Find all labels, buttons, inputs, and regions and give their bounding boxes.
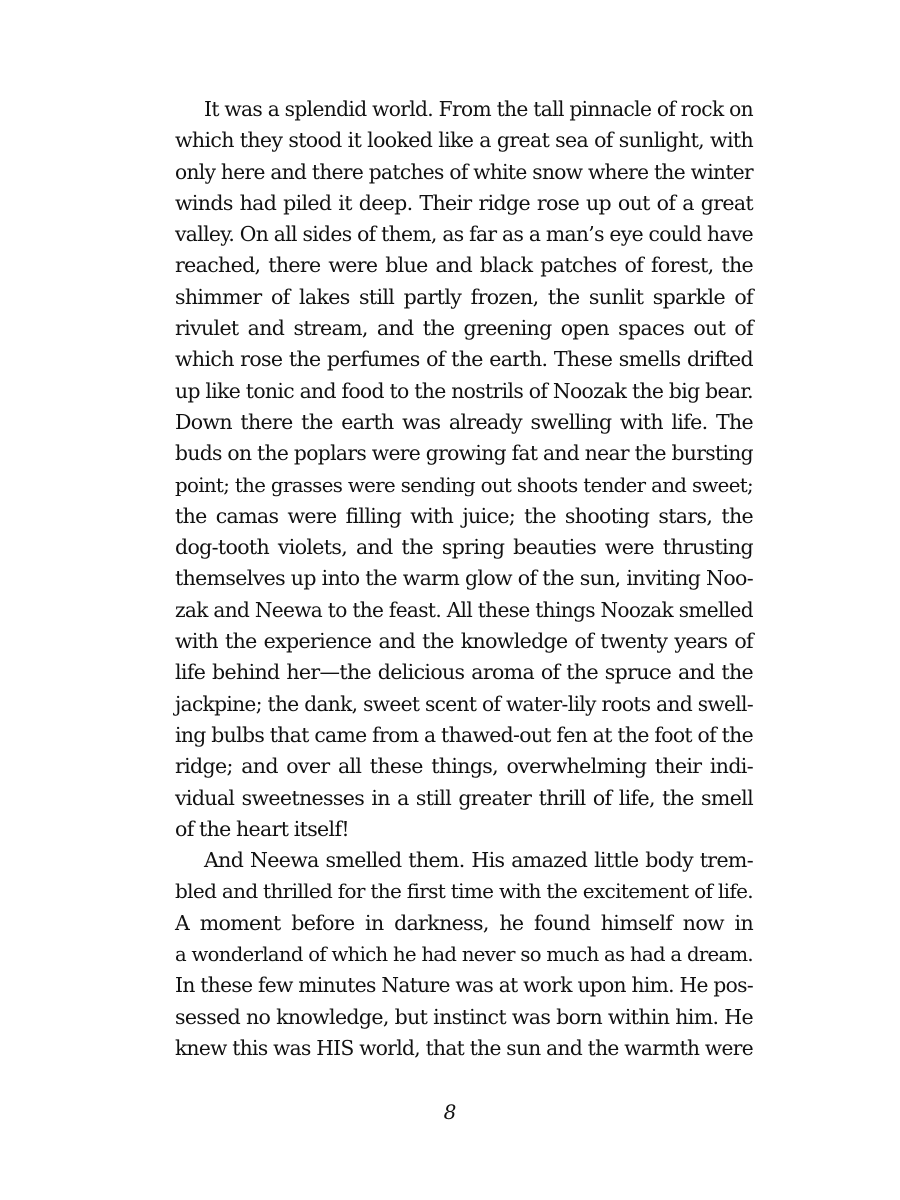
text-line: It was a splendid world. From the tall pinnacle of rock on (204, 97, 753, 121)
text-line: a wonderland of which he had never so much as had a dream. (175, 943, 753, 967)
text-line: dog-tooth violets, and the spring beauties were thrusting (175, 535, 753, 560)
text-line: rivulet and stream, and the greening open spaces out of (175, 316, 753, 341)
text-line: the camas were filling with juice; the shooting stars, the (175, 503, 753, 528)
text-line: with the experience and the knowledge of twenty years of (175, 629, 753, 654)
text-line: winds had piled it deep. Their ridge rose up out of a great (175, 190, 753, 215)
text-line: zak and Neewa to the feast. All these things Noozak smelled (175, 597, 753, 622)
text-line: reached, there were blue and black patches of forest, the (175, 253, 753, 278)
text-line: bled and thrilled for the first time with the excitement of life. (175, 879, 753, 904)
page-number: 8 (443, 1100, 457, 1124)
text-line: ridge; and over all these things, overwhelming their indi- (175, 754, 753, 779)
paragraph-1 (175, 94, 753, 845)
text-line: which rose the perfumes of the earth. These smells drifted (175, 347, 753, 372)
text-line: valley. On all sides of them, as far as a man’s eye could have (175, 222, 753, 247)
paragraph-2 (175, 845, 753, 1064)
text-line: themselves up into the warm glow of the sun, inviting Noo- (175, 566, 753, 591)
text-line: vidual sweetnesses in a still greater thrill of life, the smell (175, 785, 753, 810)
text-line: A moment before in darkness, he found himself now in (175, 910, 753, 935)
text-line: sessed no knowledge, but instinct was born within him. He (175, 1004, 753, 1029)
text-line: shimmer of lakes still partly frozen, the sunlit sparkle of (175, 284, 753, 309)
text-line: knew this was HIS world, that the sun and the warmth were (175, 1035, 753, 1060)
text-line: point; the grasses were sending out shoots tender and sweet; (175, 473, 753, 497)
page-body (175, 94, 753, 1064)
text-line: ing bulbs that came from a thawed-out fen at the foot of the (175, 722, 753, 747)
text-line: buds on the poplars were growing fat and near the bursting (175, 441, 753, 466)
text-line: jackpine; the dank, sweet scent of water-lily roots and swell- (175, 691, 753, 716)
text-line: In these few minutes Nature was at work upon him. He pos- (175, 973, 753, 998)
text-line: up like tonic and food to the nostrils of Noozak the big bear. (175, 378, 753, 403)
text-line: Down there the earth was already swelling with life. The (175, 409, 753, 434)
text-line: only here and there patches of white snow where the winter (175, 159, 753, 184)
text-line: And Neewa smelled them. His amazed little body trem- (204, 848, 753, 873)
text-line: which they stood it looked like a great sea of sunlight, with (175, 128, 753, 153)
text-line: life behind her—the delicious aroma of the spruce and the (175, 660, 753, 685)
text-line: of the heart itself! (175, 816, 349, 841)
